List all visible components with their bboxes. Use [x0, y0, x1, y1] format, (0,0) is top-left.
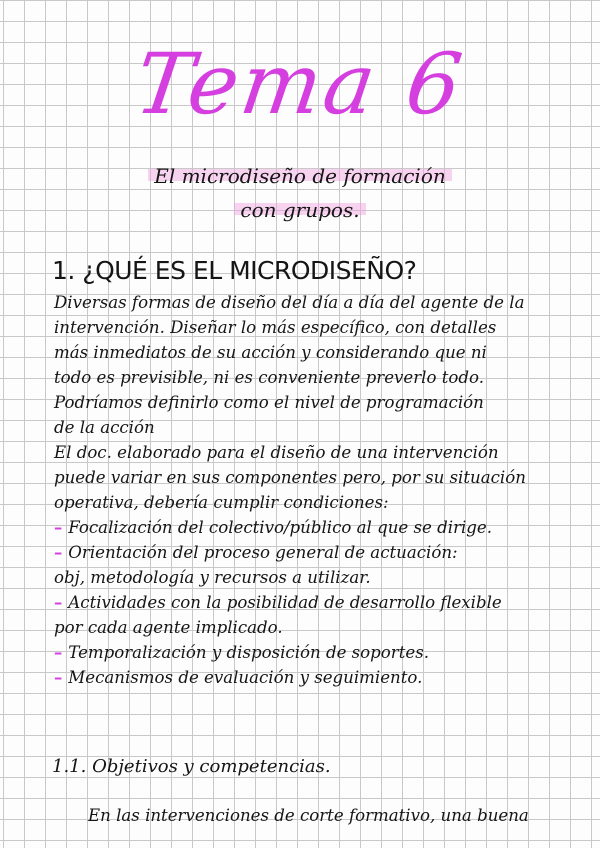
condition-item	[54, 640, 599, 665]
subsection-heading: 1.1. Objetivos y competencias.	[52, 756, 331, 777]
body-line: todo es previsible, ni es conveniente preverlo todo.	[54, 368, 484, 387]
body-line: Podríamos definirlo como el nivel de programación	[54, 393, 484, 412]
subtitle-text-2: con grupos.	[234, 198, 365, 222]
body-line: de la acción	[54, 418, 155, 437]
section-body	[54, 290, 599, 690]
dash-bullet: –	[54, 542, 63, 562]
dash-bullet: –	[54, 667, 63, 687]
condition-continuation	[54, 565, 599, 590]
condition-text: Mecanismos de evaluación y seguimiento.	[68, 668, 423, 687]
subsection-first-line: En las intervenciones de corte formativo, una buena	[88, 806, 529, 825]
section-heading: 1. ¿QUÉ ES EL MICRODISEÑO?	[52, 256, 417, 285]
condition-text: Orientación del proceso general de actuación:	[68, 543, 458, 562]
condition-item	[54, 665, 599, 690]
body-line: Diversas formas de diseño del día a día del agente de la	[54, 293, 525, 312]
body-line: puede variar en sus componentes pero, por su situación	[54, 468, 526, 487]
condition-text: Actividades con la posibilidad de desarrollo flexible	[68, 593, 502, 612]
body-line: operativa, debería cumplir condiciones:	[54, 493, 389, 512]
subtitle-line-2	[0, 200, 600, 220]
condition-item	[54, 590, 599, 615]
body-line: El doc. elaborado para el diseño de una intervención	[54, 443, 499, 462]
page-title: Tema 6	[129, 35, 471, 133]
condition-text: obj, metodología y recursos a utilizar.	[54, 568, 371, 587]
condition-item	[54, 515, 599, 540]
condition-continuation	[54, 615, 599, 640]
body-line: más inmediatos de su acción y considerando que ni	[54, 343, 487, 362]
body-line: intervención. Diseñar lo más específico, con detalles	[54, 318, 497, 337]
subtitle-text-1: El microdiseño de formación	[148, 164, 452, 188]
dash-bullet: –	[54, 517, 63, 537]
dash-bullet: –	[54, 642, 63, 662]
condition-text: por cada agente implicado.	[54, 618, 283, 637]
subtitle-line-1	[0, 166, 600, 186]
condition-item	[54, 540, 599, 565]
condition-text: Focalización del colectivo/público al que se dirige.	[68, 518, 493, 537]
condition-text: Temporalización y disposición de soportes.	[68, 643, 429, 662]
dash-bullet: –	[54, 592, 63, 612]
